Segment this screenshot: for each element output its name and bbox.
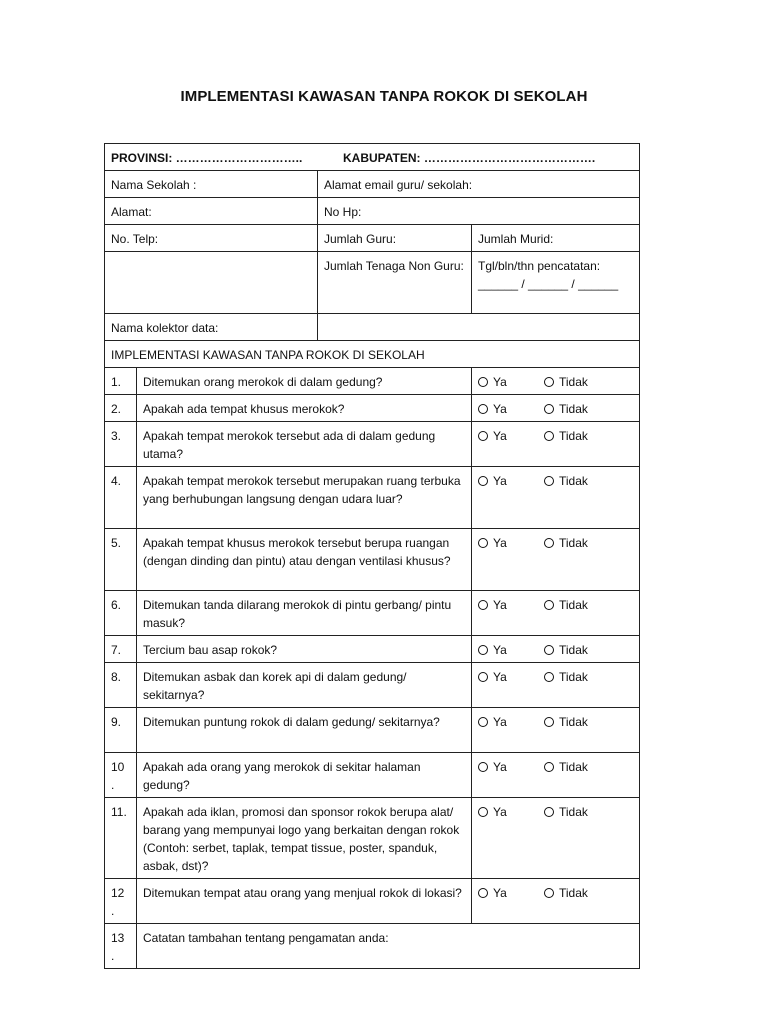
- option-tidak-label: Tidak: [559, 474, 588, 488]
- radio-circle-icon[interactable]: [544, 404, 554, 414]
- tenaga-row: [105, 252, 640, 314]
- option-ya[interactable]: [478, 713, 544, 731]
- no-hp-field[interactable]: No Hp:: [318, 198, 640, 225]
- question-number: 5.: [105, 529, 137, 591]
- question-text: Tercium bau asap rokok?: [137, 636, 472, 663]
- radio-circle-icon[interactable]: [478, 476, 488, 486]
- question-number: 2.: [105, 395, 137, 422]
- nama-kolektor-field[interactable]: Nama kolektor data:: [105, 314, 318, 341]
- jumlah-tenaga-non-guru-field[interactable]: Jumlah Tenaga Non Guru:: [318, 252, 472, 314]
- question-text: Apakah ada iklan, promosi dan sponsor rokok berupa alat/ barang yang mempunyai logo yang berkaitan dengan rokok (Contoh: serbet, taplak, tempat tissue, poster, spanduk, asbak, dst)?: [137, 798, 472, 879]
- option-tidak-label: Tidak: [559, 375, 588, 389]
- radio-circle-icon[interactable]: [478, 431, 488, 441]
- question-row: [105, 708, 640, 753]
- radio-circle-icon[interactable]: [478, 717, 488, 727]
- question-number: 12 .: [105, 879, 137, 924]
- question-text: Ditemukan asbak dan korek api di dalam gedung/ sekitarnya?: [137, 663, 472, 708]
- alamat-row: [105, 198, 640, 225]
- question-row: [105, 636, 640, 663]
- option-tidak[interactable]: [544, 803, 588, 821]
- question-text: Apakah tempat merokok tersebut ada di dalam gedung utama?: [137, 422, 472, 467]
- option-ya[interactable]: [478, 427, 544, 445]
- option-tidak[interactable]: [544, 668, 588, 686]
- question-number: 3.: [105, 422, 137, 467]
- question-number: 13 .: [105, 924, 137, 969]
- radio-circle-icon[interactable]: [544, 476, 554, 486]
- option-tidak[interactable]: [544, 427, 588, 445]
- survey-form-table: [104, 143, 640, 969]
- kabupaten-field[interactable]: KABUPATEN: …………………………………….: [343, 151, 596, 165]
- question-text: Ditemukan tempat atau orang yang menjual rokok di lokasi?: [137, 879, 472, 924]
- option-ya[interactable]: [478, 668, 544, 686]
- option-tidak-label: Tidak: [559, 598, 588, 612]
- answer-options: [472, 422, 640, 467]
- question-row: [105, 368, 640, 395]
- option-tidak-label: Tidak: [559, 886, 588, 900]
- question-row: [105, 798, 640, 879]
- radio-circle-icon[interactable]: [544, 762, 554, 772]
- question-row: [105, 422, 640, 467]
- alamat-email-field[interactable]: Alamat email guru/ sekolah:: [318, 171, 640, 198]
- option-tidak[interactable]: [544, 596, 588, 614]
- tanggal-label: Tgl/bln/thn pencatatan:: [478, 259, 601, 273]
- option-ya[interactable]: [478, 596, 544, 614]
- answer-options: [472, 395, 640, 422]
- question-row: [105, 529, 640, 591]
- nama-sekolah-field[interactable]: Nama Sekolah :: [105, 171, 318, 198]
- option-ya-label: Ya: [493, 886, 507, 900]
- option-tidak-label: Tidak: [559, 715, 588, 729]
- radio-circle-icon[interactable]: [544, 807, 554, 817]
- option-tidak[interactable]: [544, 400, 588, 418]
- radio-circle-icon[interactable]: [544, 377, 554, 387]
- question-text: Ditemukan tanda dilarang merokok di pintu gerbang/ pintu masuk?: [137, 591, 472, 636]
- option-tidak-label: Tidak: [559, 643, 588, 657]
- section-title-row: [105, 341, 640, 368]
- option-ya[interactable]: [478, 758, 544, 776]
- radio-circle-icon[interactable]: [544, 672, 554, 682]
- kolektor-row: [105, 314, 640, 341]
- option-ya[interactable]: [478, 534, 544, 552]
- option-ya[interactable]: [478, 884, 544, 902]
- radio-circle-icon[interactable]: [478, 645, 488, 655]
- radio-circle-icon[interactable]: [478, 672, 488, 682]
- radio-circle-icon[interactable]: [478, 404, 488, 414]
- radio-circle-icon[interactable]: [478, 377, 488, 387]
- question-number: 4.: [105, 467, 137, 529]
- empty-cell: [105, 252, 318, 314]
- radio-circle-icon[interactable]: [544, 600, 554, 610]
- question-text: Apakah tempat khusus merokok tersebut berupa ruangan (dengan dinding dan pintu) atau dengan ventilasi khusus?: [137, 529, 472, 591]
- radio-circle-icon[interactable]: [478, 888, 488, 898]
- answer-options: [472, 368, 640, 395]
- question-text: Ditemukan orang merokok di dalam gedung?: [137, 368, 472, 395]
- notes-row: [105, 924, 640, 969]
- option-ya-label: Ya: [493, 805, 507, 819]
- option-ya-label: Ya: [493, 643, 507, 657]
- jumlah-murid-field[interactable]: Jumlah Murid:: [472, 225, 640, 252]
- option-tidak[interactable]: [544, 472, 588, 490]
- option-tidak[interactable]: [544, 884, 588, 902]
- answer-options: [472, 798, 640, 879]
- option-ya[interactable]: [478, 803, 544, 821]
- answer-options: [472, 663, 640, 708]
- no-telp-field[interactable]: No. Telp:: [105, 225, 318, 252]
- radio-circle-icon[interactable]: [544, 538, 554, 548]
- question-row: [105, 395, 640, 422]
- option-tidak-label: Tidak: [559, 402, 588, 416]
- option-tidak[interactable]: [544, 713, 588, 731]
- alamat-field[interactable]: Alamat:: [105, 198, 318, 225]
- question-text: Apakah ada tempat khusus merokok?: [137, 395, 472, 422]
- question-number: 6.: [105, 591, 137, 636]
- option-tidak[interactable]: [544, 641, 588, 659]
- answer-options: [472, 591, 640, 636]
- question-number: 10 .: [105, 753, 137, 798]
- notes-field[interactable]: Catatan tambahan tentang pengamatan anda:: [137, 924, 640, 969]
- radio-circle-icon[interactable]: [478, 538, 488, 548]
- option-ya-label: Ya: [493, 536, 507, 550]
- radio-circle-icon[interactable]: [544, 645, 554, 655]
- option-tidak-label: Tidak: [559, 760, 588, 774]
- answer-options: [472, 708, 640, 753]
- nama-sekolah-row: [105, 171, 640, 198]
- question-number: 11.: [105, 798, 137, 879]
- tanggal-pencatatan-field[interactable]: [472, 252, 640, 314]
- option-ya-label: Ya: [493, 429, 507, 443]
- option-ya-label: Ya: [493, 474, 507, 488]
- option-tidak[interactable]: [544, 534, 588, 552]
- question-text: Apakah tempat merokok tersebut merupakan ruang terbuka yang berhubungan langsung dengan udara luar?: [137, 467, 472, 529]
- radio-circle-icon[interactable]: [544, 888, 554, 898]
- option-tidak[interactable]: [544, 758, 588, 776]
- option-tidak-label: Tidak: [559, 429, 588, 443]
- answer-options: [472, 753, 640, 798]
- telp-row: [105, 225, 640, 252]
- answer-options: [472, 529, 640, 591]
- radio-circle-icon[interactable]: [544, 431, 554, 441]
- answer-options: [472, 467, 640, 529]
- radio-circle-icon[interactable]: [478, 762, 488, 772]
- section-title: IMPLEMENTASI KAWASAN TANPA ROKOK DI SEKOLAH: [105, 341, 640, 368]
- option-ya-label: Ya: [493, 402, 507, 416]
- option-ya[interactable]: [478, 472, 544, 490]
- option-ya-label: Ya: [493, 375, 507, 389]
- question-row: [105, 753, 640, 798]
- provinsi-field[interactable]: PROVINSI: …………………………..: [111, 151, 303, 165]
- radio-circle-icon[interactable]: [544, 717, 554, 727]
- option-ya[interactable]: [478, 373, 544, 391]
- option-tidak[interactable]: [544, 373, 588, 391]
- question-text: Apakah ada orang yang merokok di sekitar halaman gedung?: [137, 753, 472, 798]
- tanggal-blank: ______ / ______ / ______: [478, 277, 619, 291]
- question-row: [105, 591, 640, 636]
- option-ya[interactable]: [478, 400, 544, 418]
- provinsi-row: [105, 144, 640, 171]
- nama-kolektor-value[interactable]: [318, 314, 640, 341]
- question-number: 9.: [105, 708, 137, 753]
- question-row: [105, 467, 640, 529]
- document-title: IMPLEMENTASI KAWASAN TANPA ROKOK DI SEKOLAH: [180, 88, 588, 105]
- question-row: [105, 879, 640, 924]
- question-number: 7.: [105, 636, 137, 663]
- option-ya-label: Ya: [493, 598, 507, 612]
- radio-circle-icon[interactable]: [478, 600, 488, 610]
- option-ya-label: Ya: [493, 715, 507, 729]
- question-text: Ditemukan puntung rokok di dalam gedung/ sekitarnya?: [137, 708, 472, 753]
- answer-options: [472, 636, 640, 663]
- question-number: 1.: [105, 368, 137, 395]
- jumlah-guru-field[interactable]: Jumlah Guru:: [318, 225, 472, 252]
- option-tidak-label: Tidak: [559, 536, 588, 550]
- option-tidak-label: Tidak: [559, 670, 588, 684]
- option-tidak-label: Tidak: [559, 805, 588, 819]
- question-row: [105, 663, 640, 708]
- radio-circle-icon[interactable]: [478, 807, 488, 817]
- option-ya[interactable]: [478, 641, 544, 659]
- question-number: 8.: [105, 663, 137, 708]
- option-ya-label: Ya: [493, 670, 507, 684]
- answer-options: [472, 879, 640, 924]
- option-ya-label: Ya: [493, 760, 507, 774]
